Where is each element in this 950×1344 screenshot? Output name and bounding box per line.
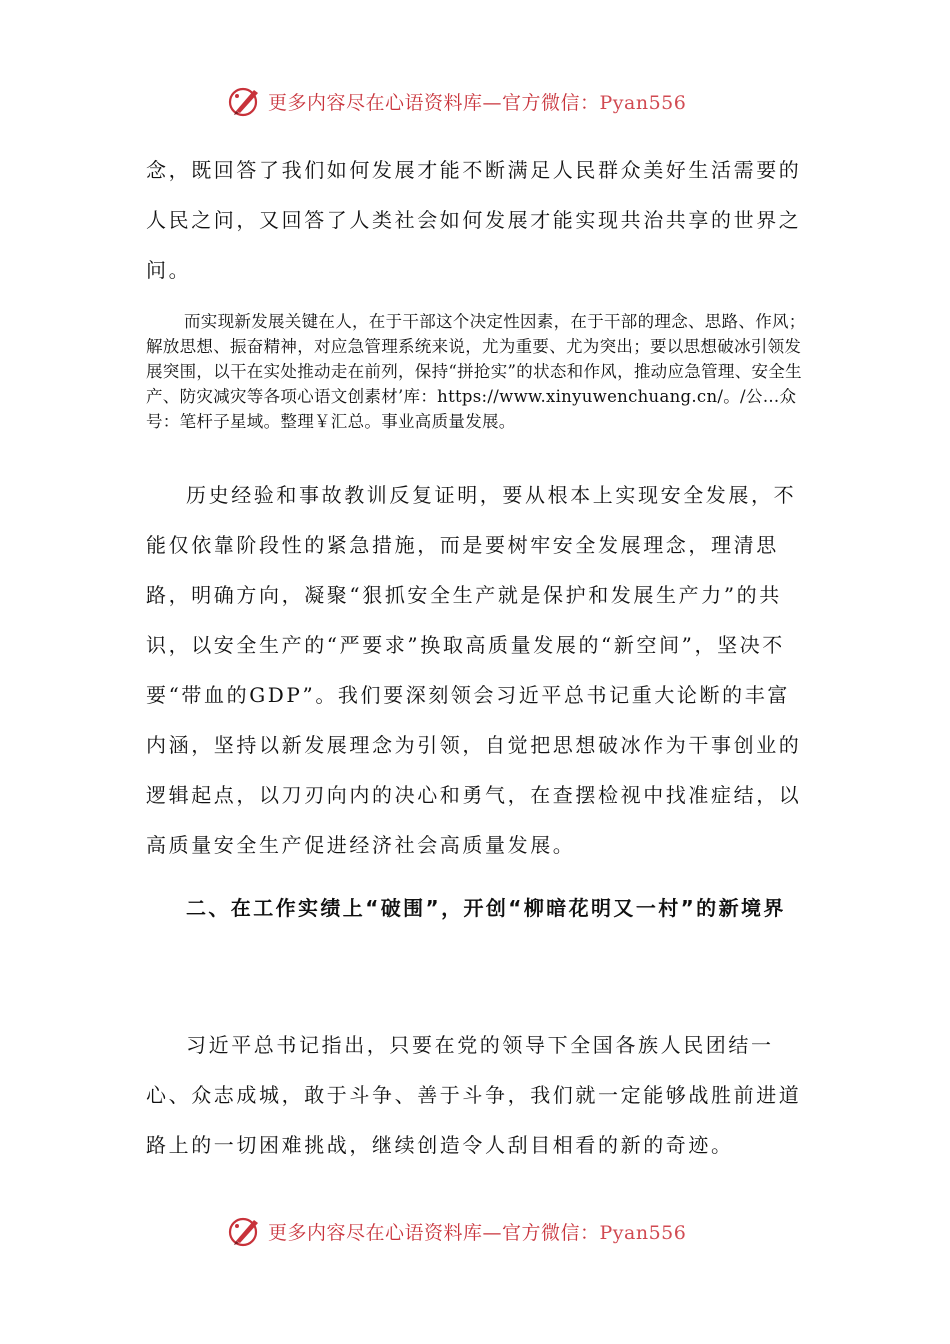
wechat-id: Pyan556	[599, 92, 687, 114]
footer-watermark-banner	[0, 1210, 950, 1250]
pen-circle-logo-icon	[227, 1214, 263, 1248]
watermark-text: 更多内容尽在心语资料库—官方微信：Pyan556	[268, 1222, 687, 1244]
watermark-text: 更多内容尽在心语资料库—官方微信：Pyan556	[268, 92, 687, 114]
paragraph-1: 念，既回答了我们如何发展才能不断满足人民群众美好生活需要的人民之问，又回答了人类社会如何发展才能实现共治共享的世界之问。	[146, 158, 802, 282]
paragraph-4	[146, 1020, 808, 1170]
section-heading	[146, 883, 808, 933]
paragraph-2-text: 而实现新发展关键在人，在于干部这个决定性因素，在于干部的理念、思路、作风；解放思想、振奋精神，对应急管理系统来说，尤为重要、尤为突出；要以思想破冰引领发展突围，以干在实处推动走在前列，保持“拼抢实”的状态和作风，推动应急管理、安全生产、防灾减灾等各项心语文创素材’库：https://www.xinyuwenchuang.cn/。/公…众号：笔杆子星域。整理￥汇总。事业高质量发展。	[146, 312, 806, 431]
paragraph-3	[146, 470, 808, 870]
section-heading-text: 二、在工作实绩上“破围”，开创“柳暗花明又一村”的新境界	[186, 896, 786, 920]
paragraph-3-text: 历史经验和事故教训反复证明，要从根本上实现安全发展，不能仅依靠阶段性的紧急措施，而是要树牢安全发展理念，理清思路，明确方向，凝聚“狠抓安全生产就是保护和发展生产力”的共识，以安全生产的“严要求”换取高质量发展的“新空间”，坚决不要“带血的GDP”。我们要深刻领会习近平总书记重大论断的丰富内涵，坚持以新发展理念为引领，自觉把思想破冰作为干事创业的逻辑起点，以刀刃向内的决心和勇气，在查摆检视中找准症结，以高质量安全生产促进经济社会高质量发展。	[146, 483, 802, 857]
header-watermark-banner	[0, 80, 950, 120]
wechat-id: Pyan556	[599, 1222, 687, 1244]
paragraph-2	[146, 309, 808, 434]
paragraph-4-text: 习近平总书记指出，只要在党的领导下全国各族人民团结一心、众志成城，敢于斗争、善于斗争，我们就一定能够战胜前进道路上的一切困难挑战，继续创造令人刮目相看的新的奇迹。	[146, 1033, 802, 1157]
pen-circle-logo-icon	[227, 84, 263, 118]
